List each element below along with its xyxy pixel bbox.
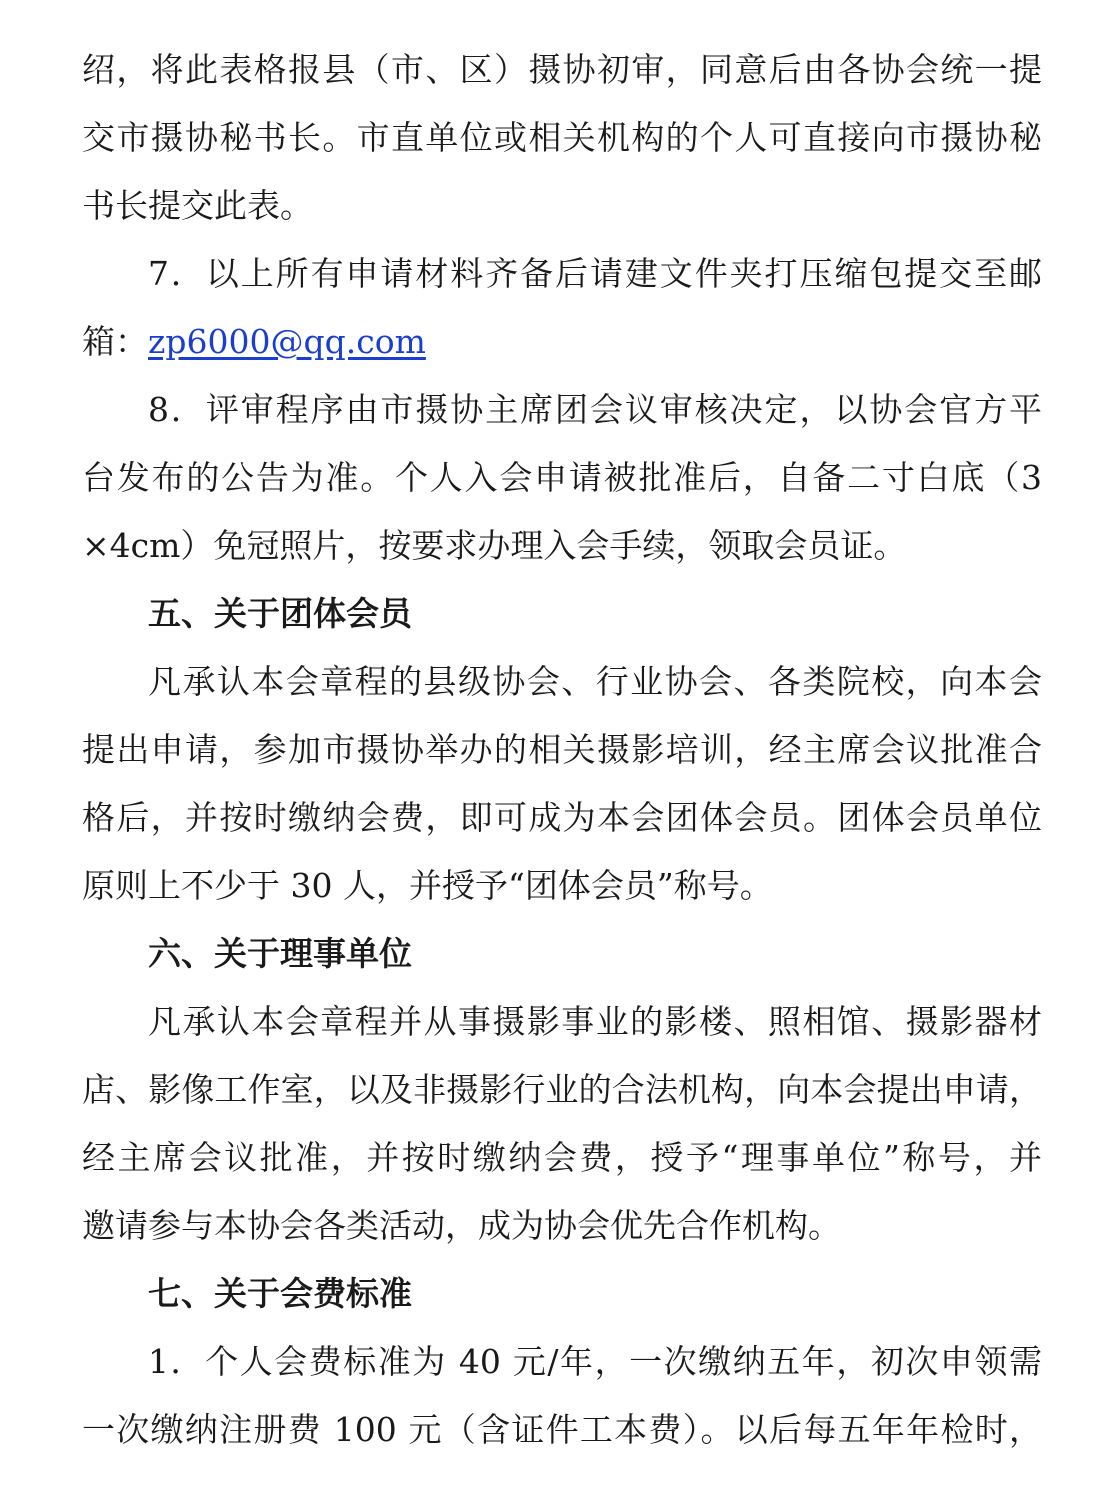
email-label: 箱： <box>82 322 148 361</box>
paragraph-line: 台发布的公告为准。个人入会申请被批准后，自备二寸白底（3 <box>82 458 1042 497</box>
email-link[interactable]: zp6000@qq.com <box>148 322 426 361</box>
paragraph-line: 凡承认本会章程并从事摄影事业的影楼、照相馆、摄影器材 <box>148 1002 1042 1041</box>
paragraph-line: 绍，将此表格报县（市、区）摄协初审，同意后由各协会统一提 <box>82 50 1042 89</box>
paragraph-line: 经主席会议批准，并按时缴纳会费，授予“理事单位”称号，并 <box>82 1138 1042 1177</box>
paragraph-line: 书长提交此表。 <box>82 186 313 225</box>
paragraph-line: 店、影像工作室，以及非摄影行业的合法机构，向本会提出申请， <box>82 1070 1042 1109</box>
paragraph-line: 凡承认本会章程的县级协会、行业协会、各类院校，向本会 <box>148 662 1042 701</box>
paragraph-line: 7．以上所有申请材料齐备后请建文件夹打压缩包提交至邮 <box>148 254 1042 293</box>
paragraph-line: 一次缴纳注册费 100 元（含证件工本费）。以后每五年年检时， <box>82 1410 1042 1449</box>
paragraph-line: ×4cm）免冠照片，按要求办理入会手续，领取会员证。 <box>82 526 907 565</box>
paragraph-line: 原则上不少于 30 人，并授予“团体会员”称号。 <box>82 866 773 905</box>
paragraph-line: 交市摄协秘书长。市直单位或相关机构的个人可直接向市摄协秘 <box>82 118 1042 157</box>
section-heading: 七、关于会费标准 <box>148 1274 412 1313</box>
paragraph-line: 1．个人会费标准为 40 元/年，一次缴纳五年，初次申领需 <box>148 1342 1042 1381</box>
paragraph-line: 邀请参与本协会各类活动，成为协会优先合作机构。 <box>82 1206 841 1245</box>
paragraph-line: 格后，并按时缴纳会费，即可成为本会团体会员。团体会员单位 <box>82 798 1042 837</box>
paragraph-line: 提出申请，参加市摄协举办的相关摄影培训，经主席会议批准合 <box>82 730 1042 769</box>
paragraph-line: 8．评审程序由市摄协主席团会议审核决定，以协会官方平 <box>148 390 1042 429</box>
section-heading: 五、关于团体会员 <box>148 594 412 633</box>
section-heading: 六、关于理事单位 <box>148 934 412 973</box>
email-line <box>82 322 1042 362</box>
